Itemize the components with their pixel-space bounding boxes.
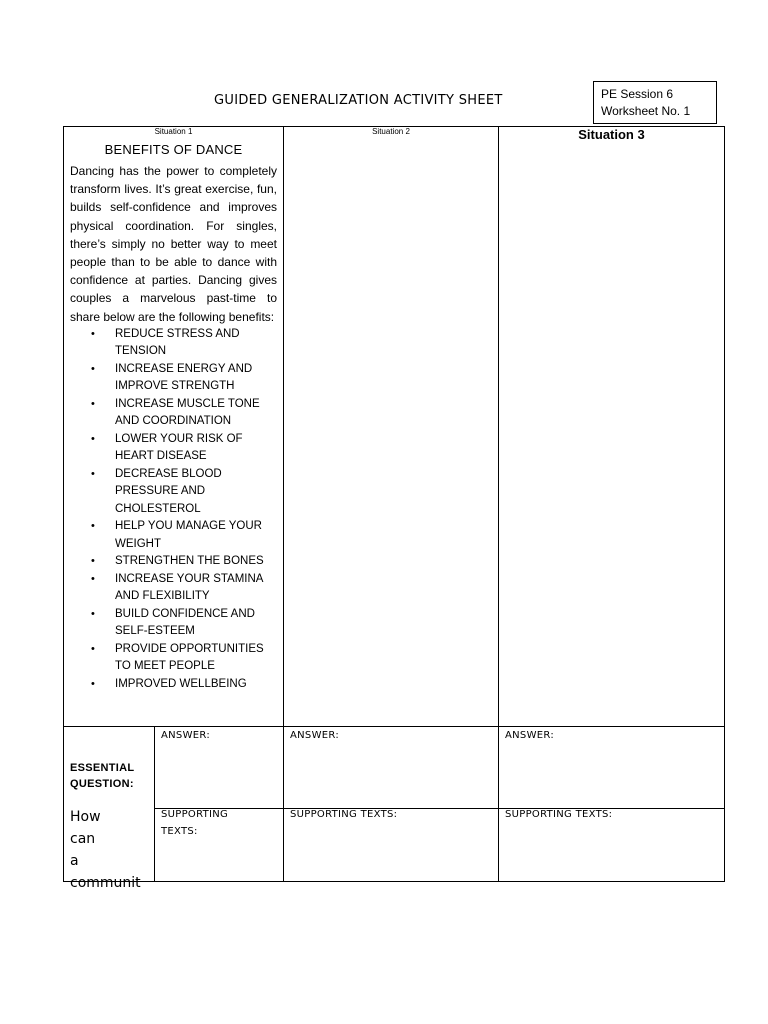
supporting-label-1: SUPPORTING TEXTS: <box>161 809 229 837</box>
benefit-text: IMPROVED WELLBEING <box>115 677 247 690</box>
sheet-title: GUIDED GENERALIZATION ACTIVITY SHEET <box>214 93 503 108</box>
bullet-icon: • <box>91 467 95 480</box>
benefit-text: STRENGTHEN THE BONES <box>115 555 264 568</box>
bullet-icon: • <box>91 432 95 445</box>
benefits-list <box>70 326 277 694</box>
bullet-icon: • <box>91 520 95 533</box>
essential-question-text: How can a communit <box>70 809 141 891</box>
supporting-label-2: SUPPORTING TEXTS: <box>290 809 398 820</box>
benefit-text: INCREASE YOUR STAMINA AND FLEXIBILITY <box>115 572 263 603</box>
benefit-item <box>70 431 277 466</box>
bullet-icon: • <box>91 327 95 340</box>
benefit-text: LOWER YOUR RISK OF HEART DISEASE <box>115 432 243 463</box>
benefit-text: INCREASE MUSCLE TONE AND COORDINATION <box>115 397 260 428</box>
bullet-icon: • <box>91 642 95 655</box>
benefit-text: DECREASE BLOOD PRESSURE AND CHOLESTEROL <box>115 467 222 515</box>
benefit-text: PROVIDE OPPORTUNITIES TO MEET PEOPLE <box>115 642 264 673</box>
benefit-text: BUILD CONFIDENCE AND SELF-ESTEEM <box>115 607 255 638</box>
bullet-icon: • <box>91 362 95 375</box>
bullet-icon: • <box>91 572 95 585</box>
worksheet-number: Worksheet No. 1 <box>601 104 691 118</box>
situation-1-body <box>70 162 277 693</box>
situation-1-header: Situation 1 <box>154 127 193 136</box>
benefit-text: HELP YOU MANAGE YOUR WEIGHT <box>115 520 262 550</box>
benefit-item <box>70 641 277 676</box>
bullet-icon: • <box>91 677 95 690</box>
session-info-box <box>593 81 717 124</box>
benefit-item <box>70 518 277 553</box>
benefits-paragraph: Dancing has the power to completely transform lives. It’s great exercise, fun, builds self-confidence and improves physical coordination. For singles, there’s simply no better way to meet people than to be able to dance with confidence at parties. Dancing gives couples a marvelous past-time to share below are the following benefits: <box>70 164 277 324</box>
bullet-icon: • <box>91 607 95 620</box>
benefit-text: REDUCE STRESS AND TENSION <box>115 327 240 358</box>
situation-3-header: Situation 3 <box>578 127 645 142</box>
situation-2-header: Situation 2 <box>372 127 410 136</box>
benefit-item <box>70 553 277 571</box>
benefit-item <box>70 326 277 361</box>
supporting-label-3: SUPPORTING TEXTS: <box>505 809 613 820</box>
bullet-icon: • <box>91 397 95 410</box>
situation-3-cell[interactable] <box>498 126 725 727</box>
benefits-heading: BENEFITS OF DANCE <box>104 142 243 157</box>
benefit-item <box>70 361 277 396</box>
benefit-text: INCREASE ENERGY AND IMPROVE STRENGTH <box>115 362 253 393</box>
benefit-item <box>70 466 277 519</box>
session-number: PE Session 6 <box>601 87 674 101</box>
situation-2-cell[interactable] <box>283 126 499 727</box>
answer-label-2: ANSWER: <box>290 730 339 741</box>
bullet-icon: • <box>91 555 95 568</box>
answer-label-3: ANSWER: <box>505 730 554 741</box>
benefit-item <box>70 571 277 606</box>
benefit-item <box>70 396 277 431</box>
essential-question-label: ESSENTIAL QUESTION: <box>70 762 135 790</box>
benefit-item <box>70 676 277 694</box>
answer-label-1: ANSWER: <box>161 730 210 741</box>
benefit-item <box>70 606 277 641</box>
